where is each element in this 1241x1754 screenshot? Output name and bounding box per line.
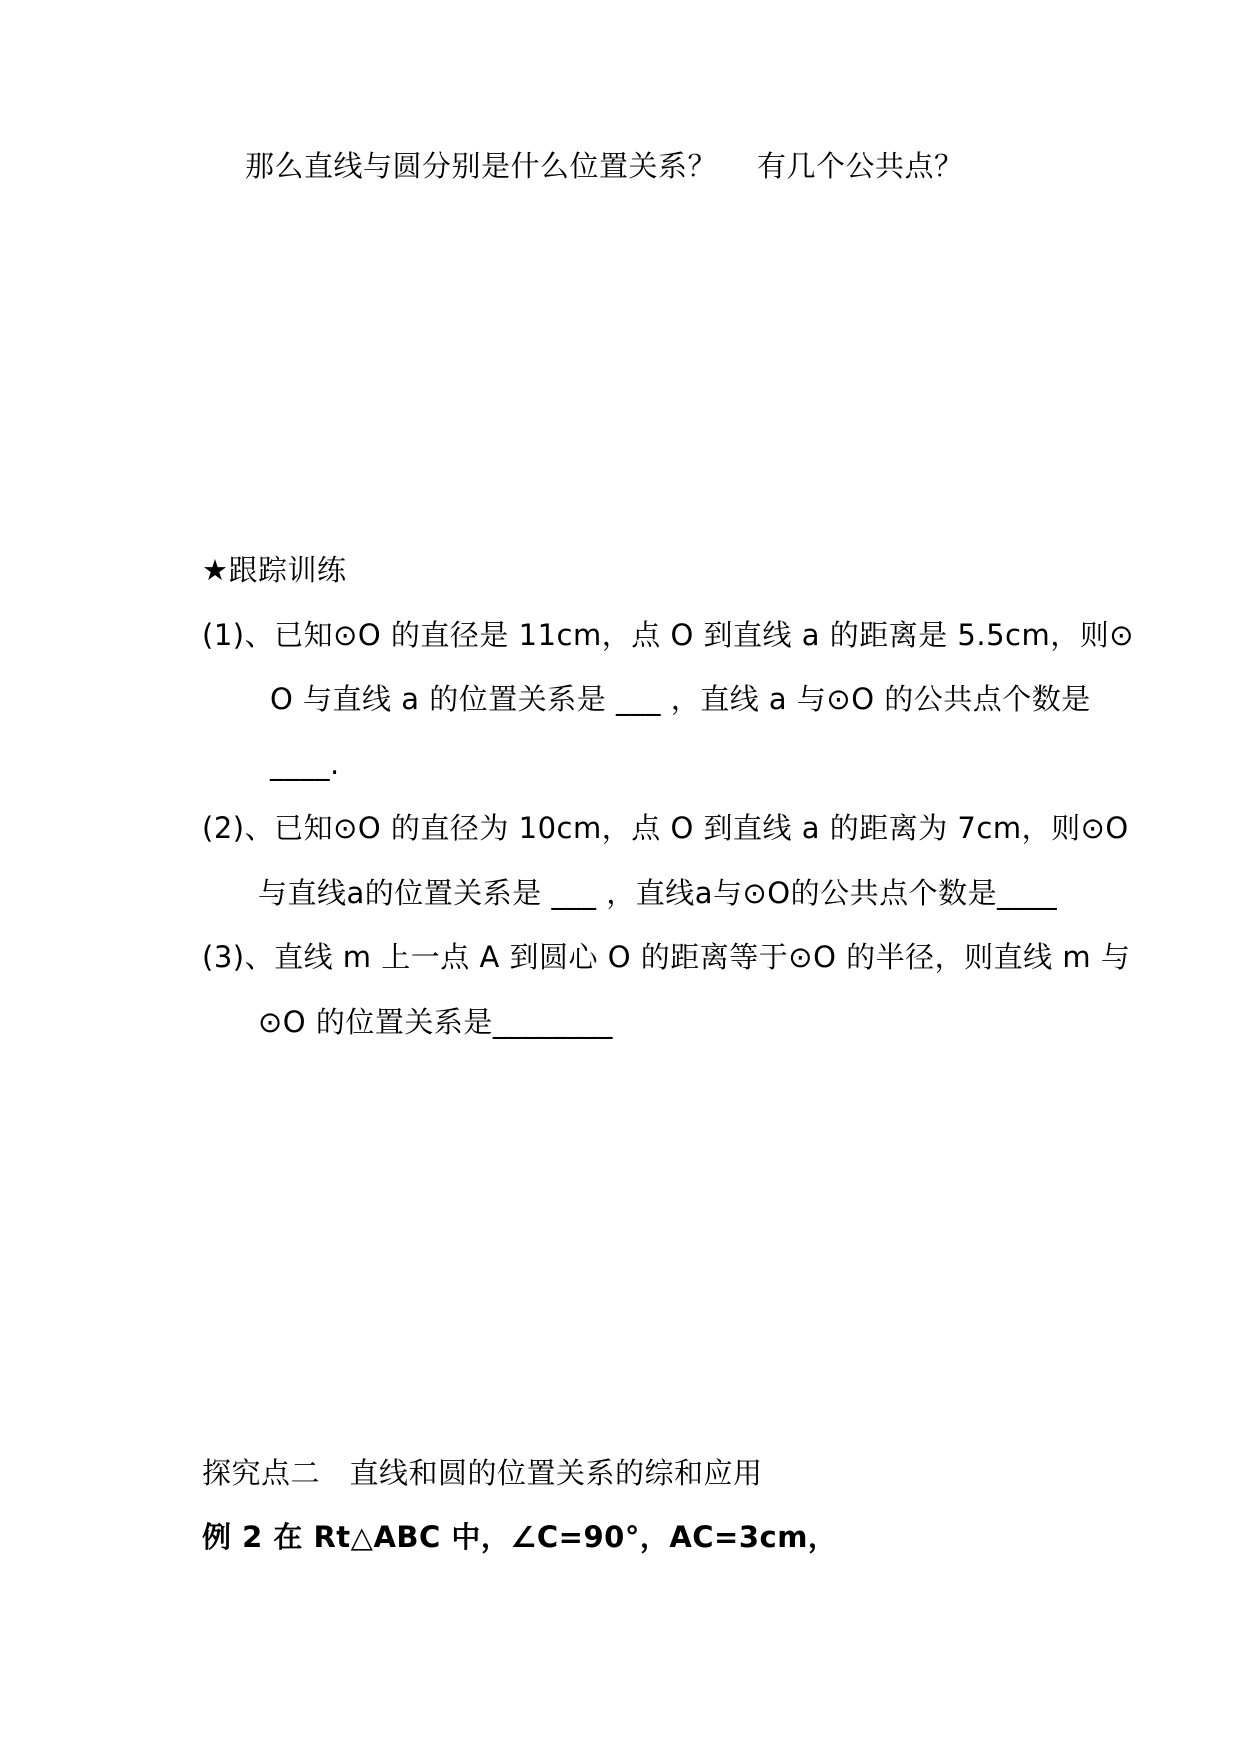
q2-line2: 与直线a的位置关系是 ___ ，直线a与⊙O的公共点个数是____: [258, 876, 1058, 910]
q3-line2: ⊙O 的位置关系是________: [258, 1005, 613, 1039]
q1-line2: O 与直线 a 的位置关系是 ___ ，直线 a 与⊙O 的公共点个数是: [270, 682, 1091, 716]
q1-line1: (1)、已知⊙O 的直径是 11cm，点 O 到直线 a 的距离是 5.5cm，则⊙: [202, 618, 1135, 652]
example-2: 例 2 在 Rt△ABC 中，∠C=90°，AC=3cm，: [202, 1520, 838, 1554]
section2-heading: 探究点二 直线和圆的位置关系的综和应用: [202, 1456, 763, 1490]
q3-line1: (3)、直线 m 上一点 A 到圆心 O 的距离等于⊙O 的半径，则直线 m 与: [202, 940, 1131, 974]
intro-question: [245, 148, 964, 184]
intro-question-points: 有几个公共点？: [757, 149, 964, 183]
q2-line1: (2)、已知⊙O 的直径为 10cm，点 O 到直线 a 的距离为 7cm，则⊙O: [202, 811, 1129, 845]
practice-heading: ★跟踪训练: [202, 553, 347, 587]
q1-line3: ____.: [270, 747, 340, 781]
intro-question-relation: 那么直线与圆分别是什么位置关系？: [245, 149, 718, 183]
